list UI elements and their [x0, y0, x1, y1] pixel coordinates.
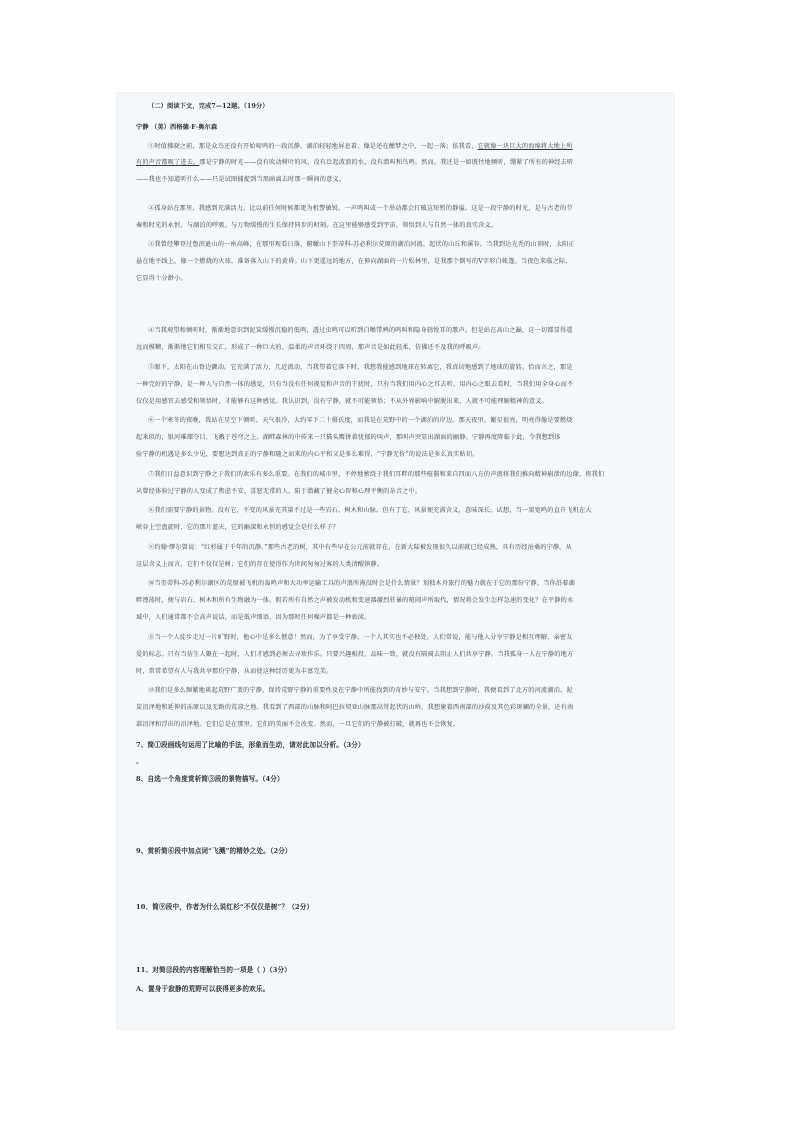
paragraph-2-line-1: ②孤身站在那里，我感到充满活力，比以前任何时候都更为机警敏锐。一声鸣叫或一个举动都会打破这短暂的静谧。这是一段宁静的时光，是与古老的节: [148, 205, 573, 212]
paragraph-6-line-2: 起来似的，银河璀璨夺目，飞溅于苍穹之上。湖畔森林的中传来一只猫头鹰拼着忧郁的叫声，那叫声突显出湖面的幽静。宁静再度降临于此，令我想到体: [136, 434, 561, 441]
paragraph-7-line-1: ⑦我们日益意识到宁静之于我们的欢乐有多么重要。在我们的城市里，不停地萦绕于我们耳畔的那些喧嚣和来自四面八方的声浪将我们推向精神崩溃的边缘，将我们: [148, 471, 605, 478]
paragraph-5-line-2: 一种完好的宁静，是一种人与自然一体的感觉，只有当没有任何视觉和声音的干扰时，只有当我们用内心之耳去听、用内心之眼去看时，当我们用全身心而不: [136, 381, 574, 388]
paragraph-8-line-1: ⑧我们需要宁静的景物。没有它，不变的风景充其量不过是一些岩石、树木和山脉。但有了它，风景便充满含义，意味深长。试想，当一架宽鸣的直升飞机在大: [148, 507, 592, 514]
paragraph-10-line-2: 畔漂荡时，便与岩石、树木和所有生物融为一体。假若所有自然之声被发动机和变速器激烈狂暴的喧闹声所取代，情况将会发生怎样急速的变化？在平静的水: [136, 597, 574, 604]
paragraph-1-line-3: ——我也不知道听什么——只是试图捕捉到当黑暗离去时那一瞬间的意义。: [136, 176, 346, 183]
paragraph-11-line-2: 爱的标志。只有当彷生人聚在一起时，人们才感到必须去寻欢作乐。只要兴趣相投，品味一致，就没有隔阂去阻止人们共享宁静。当我孤身一人在宁静的地方: [136, 651, 574, 658]
document-sheet: [116, 92, 675, 1030]
question-7: 7、简①段画线句运用了比喻的手法，形象而生动，请对此加以分析。（3分）: [136, 741, 365, 749]
paragraph-7-line-2: 从曾经体验过宁静的人变成了焦虑不安、喜怒无常的人，陷于潜藏了健全心智和心理平衡的杂音之中。: [136, 488, 422, 495]
paragraph-11-line-3: 时，常常希望有人与我共享那份宁静，从而使这种经历更为丰富完美。: [136, 668, 333, 675]
question-11-option-a: A、置身于寂静的荒野可以获得更多的欢乐。: [136, 985, 270, 993]
paragraph-12-line-1: ⑫我们是多么频繁地谈起荒野广袤的宁静，保持荒野宁静的重要性及在宁静中所能找到的奇妙与安宁。当我想到宁静时，我便看到了北方的河流湖泊、泥: [148, 687, 573, 694]
paragraph-4-line-2: 远而模糊，渐渐地它们相互交汇，形成了一种巨大的、温柔的声音环绕于四周，那声音是如此轻柔，仿佛还不及我的呼吸声。: [136, 344, 485, 351]
paragraph-1-line-2: 有的声音都吸了进去。那是宁静的时光——没有吹动树叶的风，没有泛起波浪的水，没有潜叫和鸟鸣。然而，我还是一如既往地倾听，绷紧了所有的神经去听: [136, 159, 574, 166]
question-8: 8、自选一个角度赏析简③段的景物描写。（4分）: [136, 775, 284, 783]
paragraph-2-line-2: 奏和时光的永恒、与湖泊的呼吸、与万物缓慢的生长保持同步的时刻。在这里能够感受到宇宙，领悟到人与自然一体的真实含义。: [136, 222, 498, 229]
paragraph-3-line-3: 它显得十分渺小。: [136, 275, 187, 282]
paragraph-3-line-1: ③我曾经攀登过鲁滨逊山的一座高峰，在那里观看日落，俯瞰山下奎蒂科-苏必利尔荒原的湖泊河流、起伏的山丘和溪谷。当我到达光秃的山顶时，太阳正: [148, 241, 575, 248]
paragraph-12-line-2: 炭沼泽地和延伸的冻原以及无路的荒凉之地。我看到了西部的山脉和阿巴拉契亚山脉那高耸起伏的山岭。我想象着西南部的沙漠及其色彩斑斓的全景，还有南: [136, 704, 574, 711]
paragraph-4-line-1: ④当我观望和倾听时，渐渐地意识到泥炭缓慢沉稳的低鸣，透过虫鸣可以听到白喉带鹀的鸣叫和隐身鸫悦耳的歌声。但是站在高山之巅，这一切都显得遥: [148, 327, 573, 334]
paragraph-1-line-1: ①时值拂晓之前，那是众鸟还没有开始啼鸣的一段沉静。湖泊轻轻地屏息着，像是还在酣梦之中，一起一落；依我看，它就像一块巨大的海绵将大地上所: [148, 143, 573, 150]
paragraph-9-line-1: ⑨约翰·缪尔曾说：“红杉属于千年的沉静。”那些古老的树，其中有些早在公元前就存在，在新大陆被发现很久以前就已经成熟，具有历经沧桑的宁静。从: [148, 544, 572, 551]
paragraph-9-line-2: 这层含义上而言，它们不仅仅是树；它们的存在使得作为世间匆匆过客的人类清醒镇静。: [136, 561, 384, 568]
paragraph-11-line-1: ⑪当一个人徒步走过一片旷野时，他心中是多么惬意！然而，为了享受宁静，一个人其实也不必独处。人们常说，能与他人分享宁静是相互理解、亲密友: [148, 634, 573, 641]
section-title: （二）阅读下文，完成7—12题。（19分）: [148, 103, 269, 110]
paragraph-12-line-3: 部沼泽和浮出的沼泽地。它们总是在那里，它们的美丽不会改变。然而，一旦它们的宁静被打破，就再也不会恢复。: [136, 721, 460, 728]
paragraph-3-line-2: 悬在地平线上，像一个燃烧的火球，准备落入山下的黄昏。山下更遥远的地方，在伸向湖面的一片松林里，是我那个倒写的V字形白帐篷。当夜色来临之际，: [136, 258, 572, 265]
question-10: 10、简⑨段中，作者为什么说红杉“不仅仅是树”？（2分）: [136, 903, 314, 911]
paragraph-6-line-3: 验宁静的机遇是多么少见，要想达到真正的宁静和随之而来的内心平和又是多么难得，“宁静无价”的说法是多么真实贴切。: [136, 451, 479, 458]
paragraph-6-line-1: ⑥一个寒冬的夜晚，我站在星空下倾听。天气很冷，大约零下二十摄氏度，而我是在荒野中的一个湖泊的岸边。那天夜里，繁星很亮，明亮得像是要燃烧: [148, 417, 573, 424]
paragraph-10-line-1: ⑩当奎蒂科-苏必利尔湖区的荒原被飞机的轰鸣声和大功率运输工具的声浪所淹没时会是什么情景？划独木舟旅行的魅力就在于它的那份宁静，当你沿着湖: [148, 580, 575, 587]
paragraph-5-line-1: ⑤眼下，太阳在山脊边颤动。它充满了活力，几近流动，当我望着它落下时，我想我能感到地球在转离它，我真切地感到了地球的旋转。恰而言之，那是: [148, 364, 573, 371]
question-11: 11、对简⑫段的内容理解恰当的一项是（ ）（3分）: [136, 966, 291, 974]
article-title: 宁静 （美）西格德·F·奥尔森: [136, 124, 218, 131]
paragraph-5-line-3: 仅仅是用感官去感受和领悟时，才能够有这种感觉。我认识到，没有宁静，就不可能领悟；不从外界影响中解脱出来，人就不可能理解精神的意义。: [136, 398, 548, 405]
paragraph-8-line-2: 峡谷上空盘旋时，它的那片蓝天，它的幽深和永恒的感觉会是什么样子？: [136, 524, 339, 531]
paragraph-10-line-3: 域中，人们通常都不会高声说话，而是低声细语，因为那时任何噪声都是一种亵渎。: [136, 614, 371, 621]
question-7-mark: -: [136, 759, 139, 767]
question-9: 9、赏析简⑥段中加点词“飞溅”的精妙之处。（2分）: [136, 847, 292, 855]
